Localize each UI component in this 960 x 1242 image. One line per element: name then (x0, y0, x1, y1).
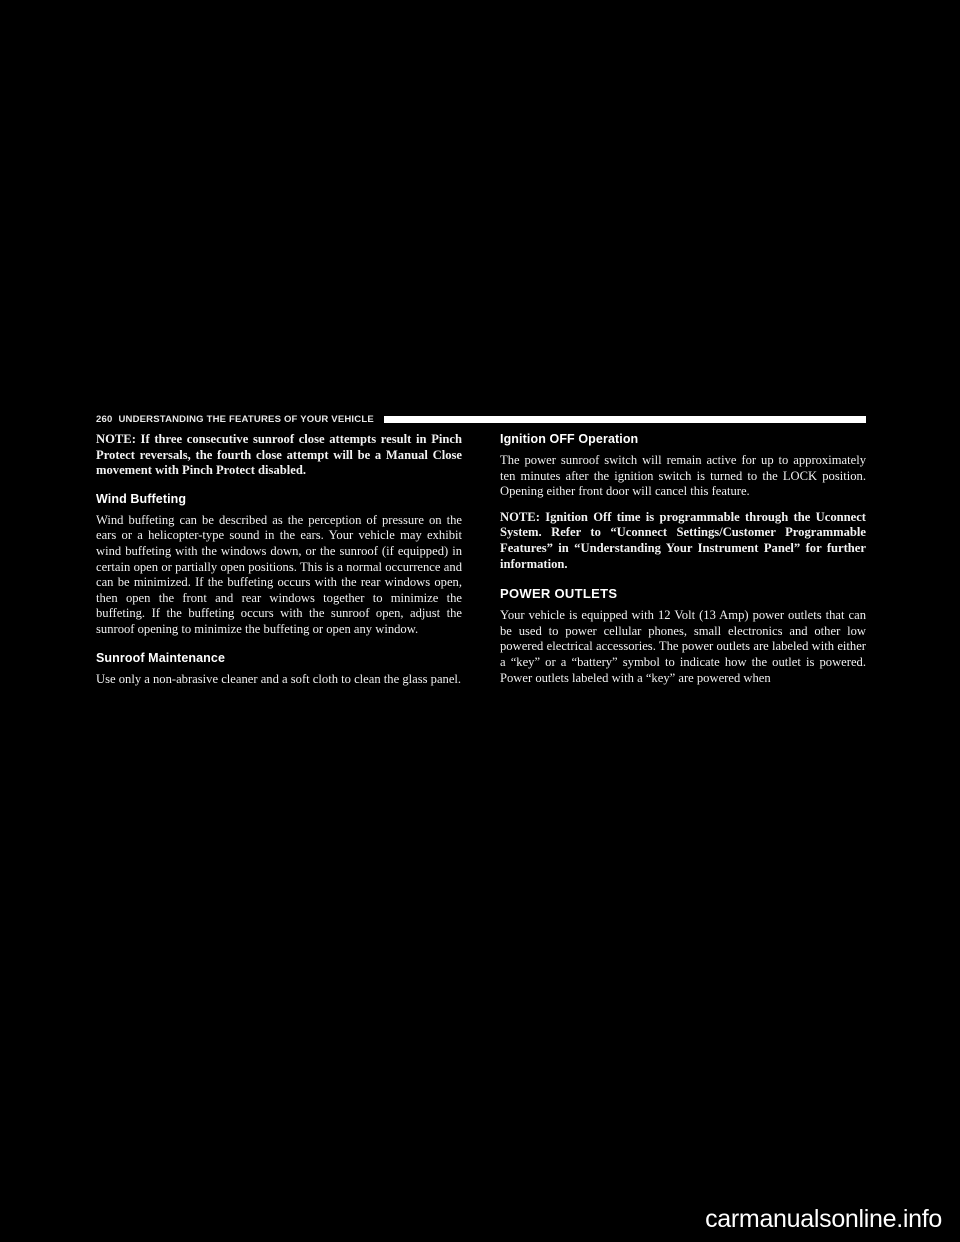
watermark: carmanualsonline.info (705, 1205, 942, 1233)
header-rule (384, 416, 866, 423)
paragraph-ignition-off: The power sunroof switch will remain active for up to approximately ten minutes after the ignition switch is turned to the LOCK position. Opening either front door will cancel this feature. (500, 453, 866, 499)
paragraph-wind-buffeting: Wind buffeting can be described as the perception of pressure on the ears or a helicopter-type sound in the ears. Your vehicle may exhibit wind buffeting with the windows down, or the sunroof (if equipped) in certain open or partially open positions. This is a normal occurrence and can be minimized. If the buffeting occurs with the rear windows open, then open the front and rear windows together to minimize the buffeting. If the buffeting occurs with the sunroof open, adjust the sunroof opening to minimize the buffeting or open any window. (96, 512, 462, 636)
page-columns (96, 432, 866, 687)
heading-wind-buffeting: Wind Buffeting (96, 491, 187, 506)
running-header (96, 412, 866, 426)
heading-sunroof-maintenance: Sunroof Maintenance (96, 650, 225, 665)
paragraph-power-outlets: Your vehicle is equipped with 12 Volt (13 Amp) power outlets that can be used to power cellular phones, small electronics and other low powered electrical accessories. The power outlets are labeled with either a “key” or a “battery” symbol to indicate how the outlet is powered. Power outlets labeled with a “key” are powered when (500, 608, 866, 685)
page-number: 260 (96, 413, 113, 425)
left-column (96, 432, 462, 687)
note-ignition-off: NOTE: Ignition Off time is programmable through the Uconnect System. Refer to “Uconnect Settings/Customer Programmable Features” in “Understanding Your Instrument Panel” for further information. (500, 509, 866, 571)
paragraph-sunroof-maintenance: Use only a non-abrasive cleaner and a soft cloth to clean the glass panel. (96, 671, 462, 686)
heading-power-outlets: POWER OUTLETS (500, 586, 618, 602)
heading-ignition-off-operation: Ignition OFF Operation (500, 432, 639, 446)
right-column (500, 432, 866, 687)
header-title: UNDERSTANDING THE FEATURES OF YOUR VEHICLE (118, 413, 374, 425)
note-pinch-protect: NOTE: If three consecutive sunroof close attempts result in Pinch Protect reversals, the fourth close attempt will be a Manual Close movement with Pinch Protect disabled. (96, 432, 462, 478)
